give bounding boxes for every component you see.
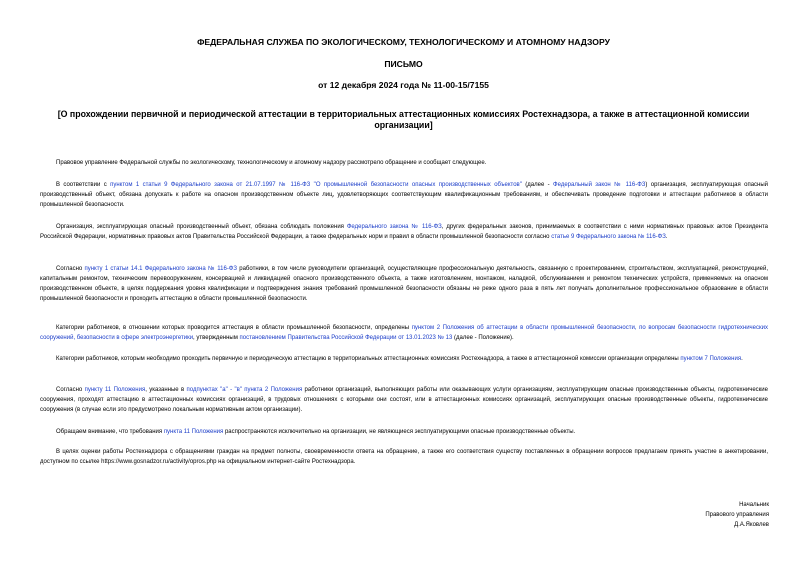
text-span: . — [665, 234, 668, 241]
article-link[interactable]: пункту 1 статьи 14.1 Федерального закона № 116-ФЗ — [84, 266, 237, 272]
text-span: (далее - Положение). — [452, 335, 514, 342]
text-span: распространяются исключительно на организации, не являющиеся эксплуатирующими опасные производственные объекты. — [223, 429, 576, 435]
subclause-link[interactable]: подпунктах "а" - "в" пункта 2 Положения — [186, 387, 303, 393]
paragraph-8 — [40, 427, 768, 437]
regulation-link[interactable]: пунктом 7 Положения — [680, 356, 742, 362]
text-span: Организация, эксплуатирующая опасный производственный объект, обязана соблюдать положения — [56, 224, 347, 230]
document-subject: [О прохождении первичной и периодической аттестации в территориальных аттестационных комиссиях Ростехнадзора, а также в аттестационной комиссии организации] — [57, 109, 750, 130]
paragraph-intro: Правовое управление Федеральной службы по экологическому, технологическому и атомному надзору рассмотрело обращение и сообщает следующее. — [56, 160, 487, 166]
text-span: работники организаций, выполняющих работы или оказывающих услуги организациям, эксплуатирующим опасные производственные объекты, гидротехнические сооружения, проходят аттестацию в аттестационных комиссиях организаций, в трудовых отношениях с которыми они состоят, или в аттестационных комиссиях организаций, эксплуатирующих опасные производственные объекты, гидротехнические сооружения (в случае если это предусмотрено локальным нормативным актом организации). — [40, 387, 768, 414]
paragraph-5 — [40, 323, 768, 343]
law-short-link[interactable]: Федеральный закон № 116-ФЗ — [553, 182, 646, 188]
decree-link[interactable]: постановлением Правительства Российской Федерации от 13.01.2023 № 13 — [239, 335, 453, 342]
agency-title: ФЕДЕРАЛЬНАЯ СЛУЖБА ПО ЭКОЛОГИЧЕСКОМУ, ТЕХНОЛОГИЧЕСКОМУ И АТОМНОМУ НАДЗОРУ — [197, 37, 610, 47]
text-span: Согласно — [56, 387, 85, 393]
paragraph-survey: В целях оценки работы Ростехнадзора с обращениями граждан на предмет полноты, своевременности ответа на обращение, а также его соответствия существу поставленных в обращении вопросов предлагаем принять участие в анкетировании, доступном по ссылке https://www.gosnadzor.ru/activity/opros.php на официальном интернет-сайте Ростехнадзора. — [40, 449, 768, 466]
regulation-link[interactable]: пункта 11 Положения — [163, 429, 224, 435]
text-span: (далее - — [521, 182, 554, 188]
signature-name: Д.А.Яковлев — [734, 522, 769, 529]
regulation-link[interactable]: пунктом 2 Положения об аттестации в области промышленной безопасности, по вопросам безопасности гидротехнических сооружений, безопасности в сфере электроэнергетики — [40, 325, 768, 342]
paragraph-2 — [40, 180, 768, 210]
text-span: . — [741, 356, 743, 362]
article-link[interactable]: статье 9 Федерального закона № 116-ФЗ — [551, 234, 666, 241]
signature-block — [705, 500, 769, 530]
text-span: , указанные в — [145, 387, 187, 393]
paragraph-4 — [40, 264, 768, 304]
document-type: ПИСЬМО — [384, 59, 423, 69]
text-span: ) организация, эксплуатирующая опасный производственный объект, обязана допускать к работе на опасном производственном объекте лиц, удовлетворяющих соответствующим квалификационным требованиям, и обеспечивать проведение подготовки и аттестации работников в области промышленной безопасности. — [40, 182, 769, 209]
paragraph-6 — [40, 354, 768, 364]
text-span: Согласно — [56, 266, 85, 272]
text-span: , утвержденным — [193, 335, 240, 342]
regulation-link[interactable]: пункту 11 Положения — [84, 387, 146, 393]
text-span: В соответствии с — [56, 182, 111, 188]
signature-position: Начальник — [739, 502, 769, 508]
text-span: Категории работников, которым необходимо проходить первичную и периодическую аттестацию в территориальных аттестационных комиссиях Ростехнадзора, а также в аттестационной комиссии организации определены — [56, 356, 681, 362]
text-span: работники, в том числе руководители организаций, осуществляющие профессиональную деятельность, связанную с проектированием, строительством, эксплуатацией, реконструкцией, капитальным ремонтом, техническим перевооружением, консервацией и ликвидацией опасного производственного объекта, а также изготовлением, монтажом, наладкой, обслуживанием и ремонтом технических устройств, применяемых на опасном производственном объекте, в целях поддержания уровня квалификации и подтверждения знания требований промышленной безопасности обязаны не реже одного раза в пять лет получать дополнительное профессиональное образование в области промышленной безопасности и проходить аттестацию в области промышленной безопасности. — [40, 266, 768, 303]
paragraph-7 — [40, 385, 768, 415]
text-span: Обращаем внимание, что требования — [56, 429, 164, 435]
text-span: , других федеральных законов, принимаемых в соответствии с ними нормативных правовых актов Президента Российской Федерации, нормативных правовых актов Правительства Российской Федерации, а также федеральных норм и правил в области промышленной безопасности согласно — [40, 224, 769, 241]
document-date-number: от 12 декабря 2024 года № 11-00-15/7155 — [318, 80, 489, 90]
signature-department: Правового управления — [705, 512, 769, 519]
text-span: Категории работников, в отношении которых проводится аттестация в области промышленной безопасности, определены — [56, 325, 412, 331]
paragraph-3 — [40, 222, 768, 242]
law-link[interactable]: пунктом 1 статьи 9 Федерального закона от 21.07.1997 № 116-ФЗ "О промышленной безопасности опасных производственных объектов" — [110, 182, 522, 188]
law-link[interactable]: Федерального закона № 116-ФЗ — [346, 224, 442, 230]
